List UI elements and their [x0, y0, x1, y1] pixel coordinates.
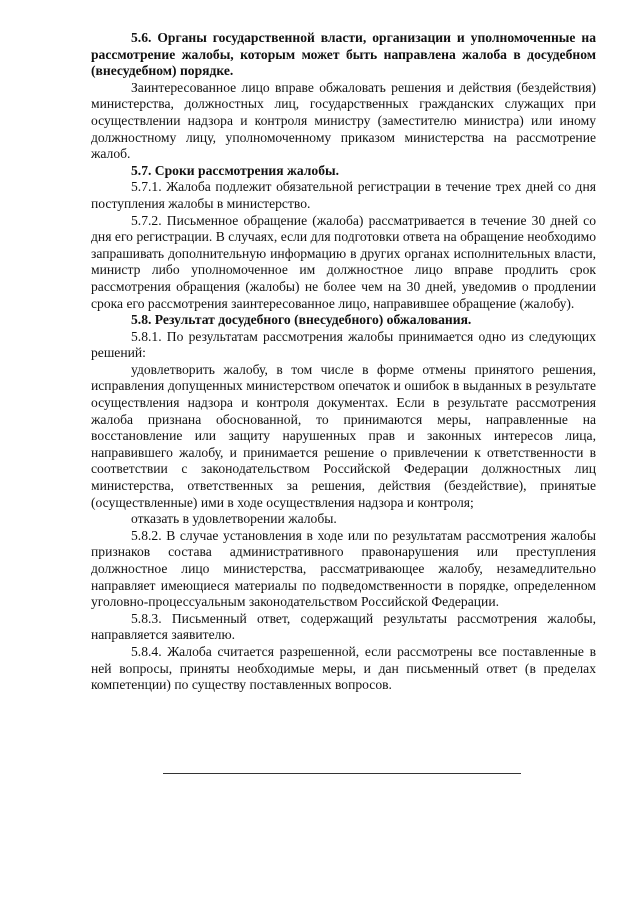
section-heading-5-6: 5.6. Органы государственной власти, организации и уполномоченные на рассмотрение жалобы, которым может быть направлена жалоба в досудебном (внесудебном) порядке.	[91, 30, 596, 79]
list-item: отказать в удовлетворении жалобы.	[131, 511, 337, 527]
paragraph: 5.8.2. В случае установления в ходе или по результатам рассмотрения жалобы признаков состава административного правонарушения или преступления должностное лицо министерства, рассматривающее жалобу, незамедлительно направляет имеющиеся материалы по подведомственности в порядке, определенном уголовно-процессуальным законодательством Российской Федерации.	[91, 527, 596, 610]
paragraph: 5.7.2. Письменное обращение (жалоба) рассматривается в течение 30 дней со дня его регистрации. В случаях, если для подготовки ответа на обращение необходимо запрашивать дополнительную информацию в других органах исполнительных власти, министр либо уполномоченное им должностное лицо вправе продлить срок рассмотрения обращения (жалобы) не более чем на 30 дней, уведомив о продлении срока его рассмотрения заинтересованное лицо, направившее обращение (жалобу).	[91, 212, 596, 311]
paragraph: 5.8.1. По результатам рассмотрения жалобы принимается одно из следующих решений:	[91, 328, 596, 361]
section-heading-5-8: 5.8. Результат досудебного (внесудебного) обжалования.	[131, 312, 472, 328]
paragraph: 5.7.1. Жалоба подлежит обязательной регистрации в течение трех дней со дня поступления жалобы в министерство.	[91, 179, 596, 211]
paragraph: 5.8.4. Жалоба считается разрешенной, если рассмотрены все поставленные в ней вопросы, приняты необходимые меры, и дан письменный ответ (в пределах компетенции) по существу поставленных вопросов.	[91, 643, 596, 693]
section-heading-5-7: 5.7. Сроки рассмотрения жалобы.	[131, 162, 340, 178]
list-item: удовлетворить жалобу, в том числе в форме отмены принятого решения, исправления допущенных министерством опечаток и ошибок в выданных в результате осуществления надзора и контроля документах. Если в результате рассмотрения жалоба признана обоснованной, то принимаются меры, направленные на восстановление или защиту нарушенных прав и законных интересов лица, направившего жалобу, и принимается решение о привлечении к ответственности в соответствии с законодательством Российской Федерации должностных лиц министерства, ответственных за решения, действия (бездействие), принятые (осуществленные) ими в ходе осуществления надзора и контроля;	[91, 361, 596, 510]
end-divider-line	[163, 773, 521, 774]
paragraph: 5.8.3. Письменный ответ, содержащий результаты рассмотрения жалобы, направляется заявителю.	[91, 610, 596, 643]
document-body	[91, 30, 596, 694]
paragraph: Заинтересованное лицо вправе обжаловать решения и действия (бездействия) министерства, должностных лиц, государственных гражданских служащих при осуществлении надзора и контроля министру (заместителю министра) или иному должностному лицу, уполномоченному приказом министерства на рассмотрение жалоб.	[91, 79, 596, 162]
